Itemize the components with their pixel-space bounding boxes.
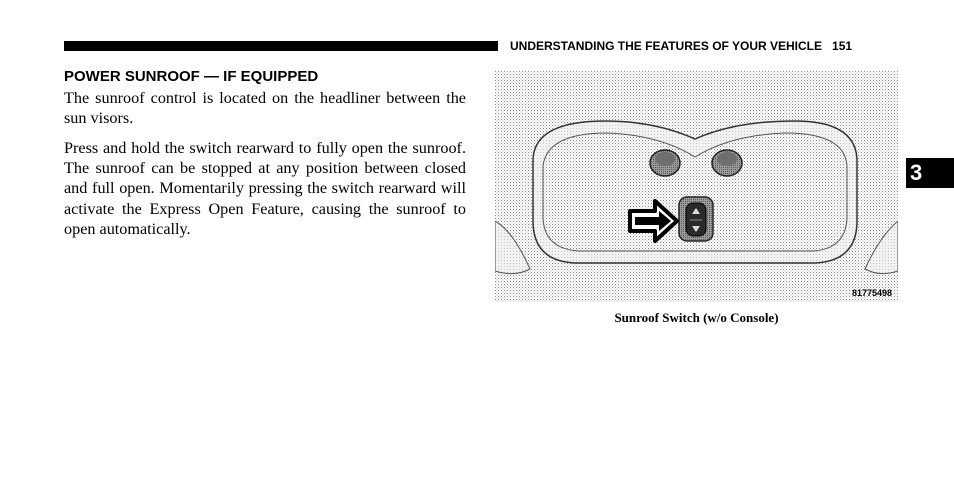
chapter-tab: 3 — [906, 158, 954, 188]
paragraph-operation: Press and hold the switch rearward to fully open the sunroof. The sunroof can be stopped at any position between closed and full open. Momentarily pressing the switch rearward will activate the Express Open Feature, causing the sunroof to open automatically. — [64, 139, 466, 238]
header-rule-bar — [64, 41, 498, 51]
section-heading: POWER SUNROOF — IF EQUIPPED — [64, 68, 319, 85]
running-header-title: UNDERSTANDING THE FEATURES OF YOUR VEHICLE — [510, 39, 823, 53]
figure-caption: Sunroof Switch (w/o Console) — [614, 310, 779, 325]
running-header — [510, 39, 900, 53]
left-map-lamp-lens — [655, 152, 675, 166]
page-number: 151 — [832, 39, 853, 53]
sunroof-switch-illustration — [495, 71, 898, 302]
figure-code: 81775498 — [851, 288, 892, 298]
paragraph-location: The sunroof control is located on the headliner between the sun visors. — [64, 89, 466, 128]
right-map-lamp-lens — [717, 152, 737, 166]
sunroof-switch-figure — [495, 71, 898, 302]
